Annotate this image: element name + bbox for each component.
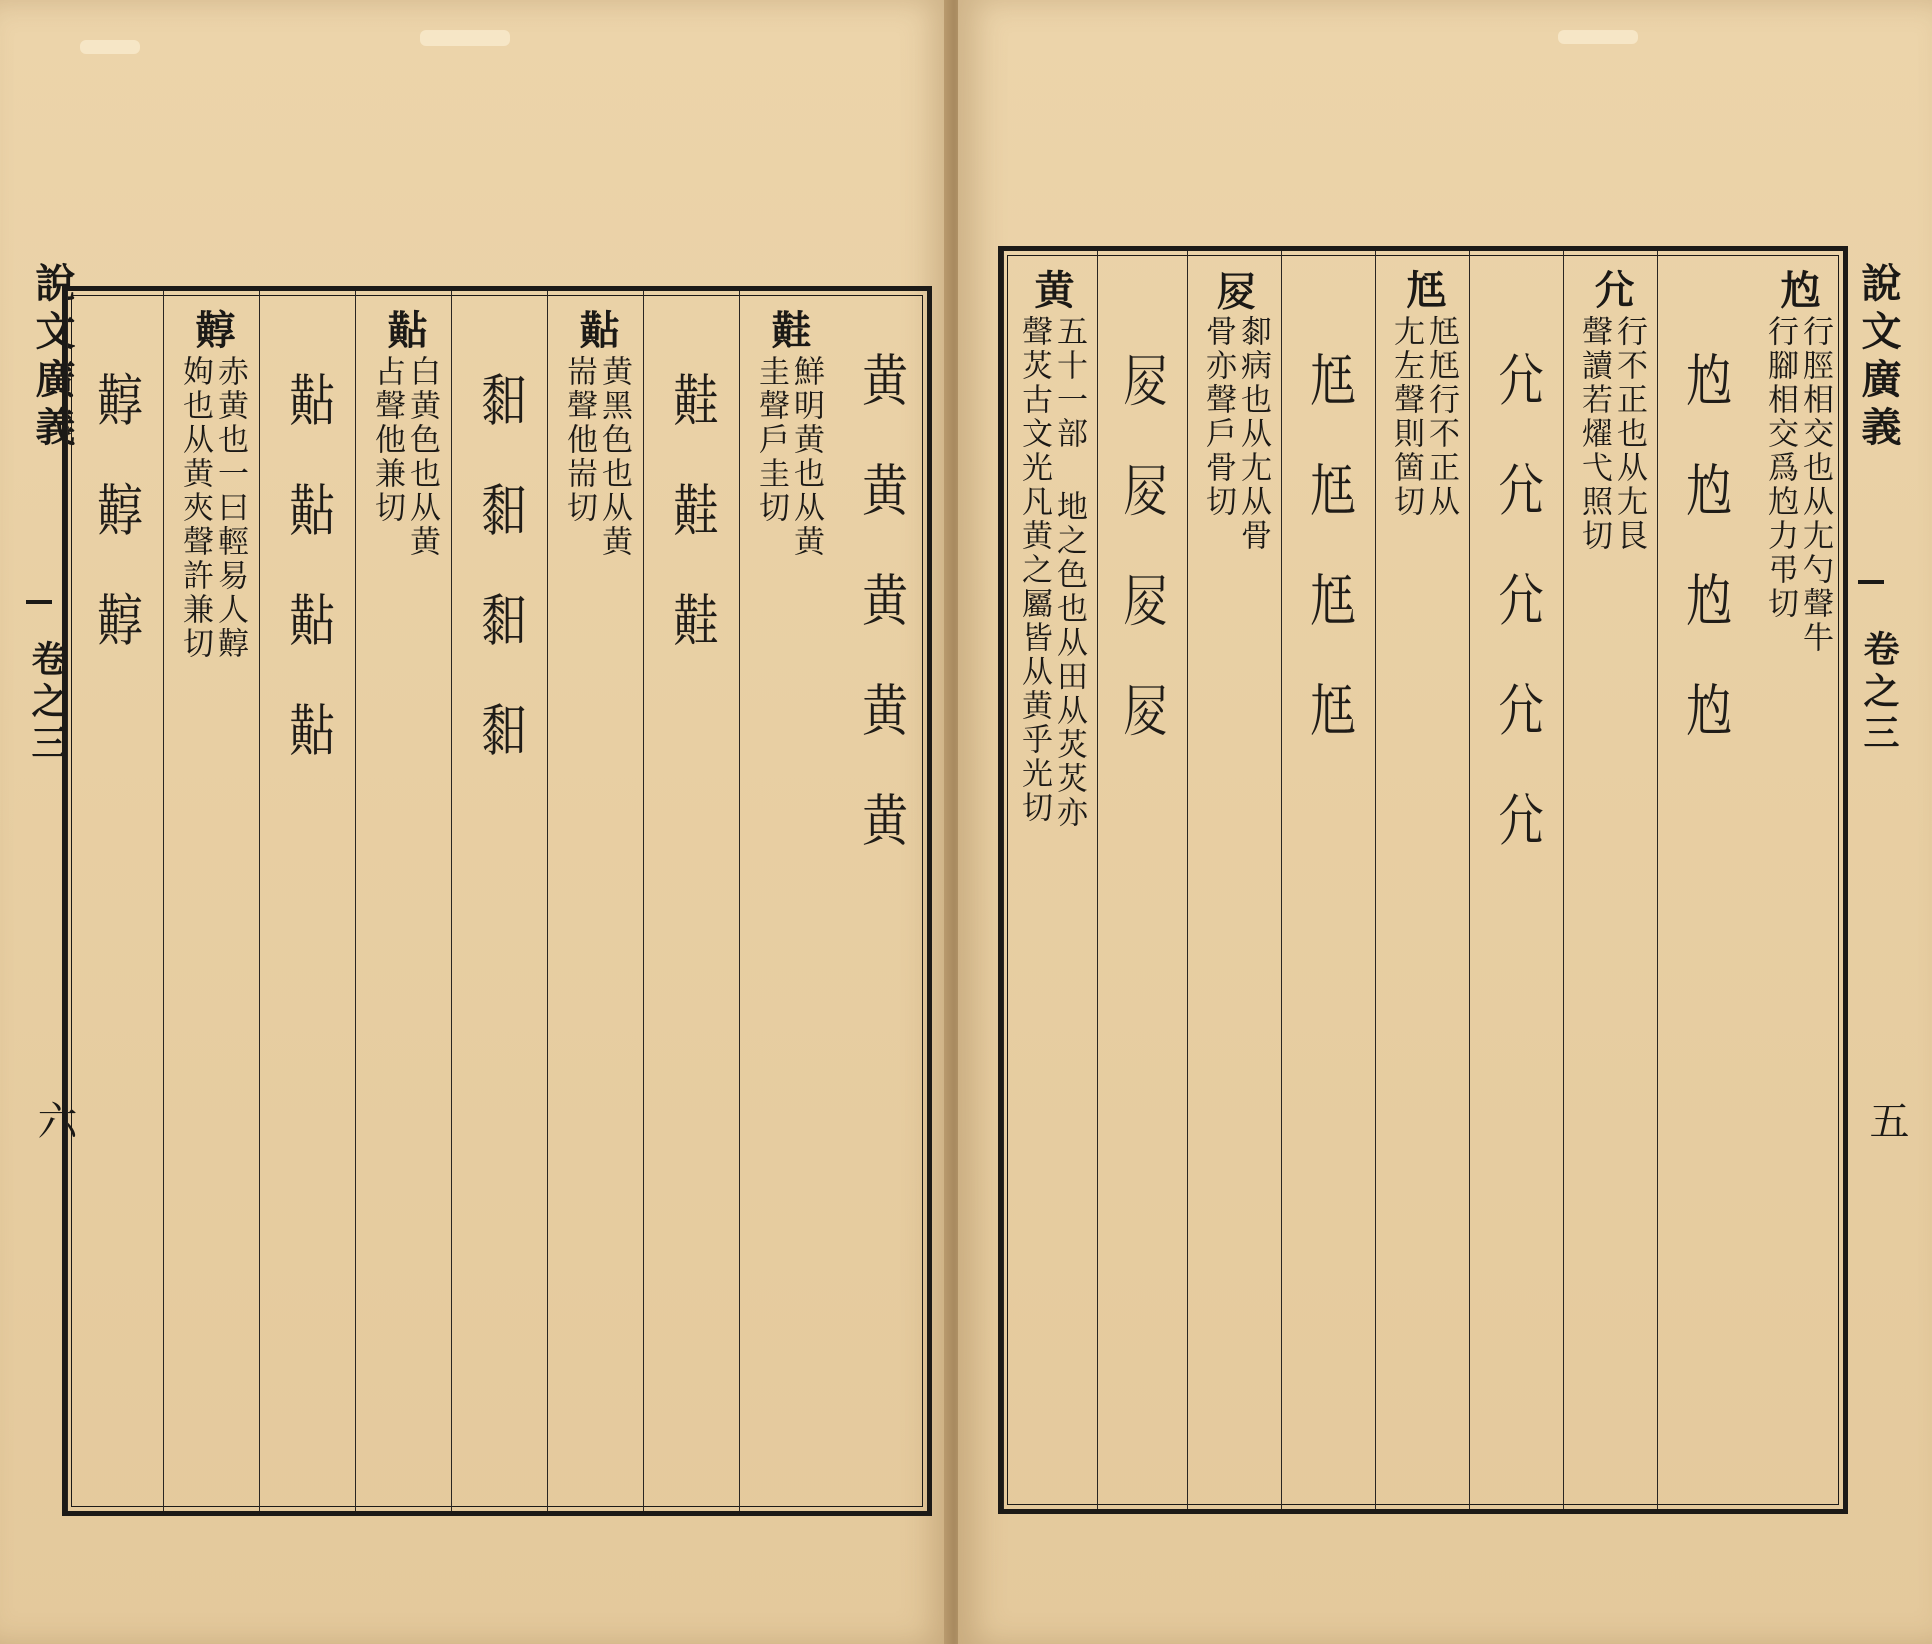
entry-gloss: 五十一部 地之色也从田从炗炗亦 bbox=[1051, 315, 1087, 830]
seal-glyphs: 䵍䵍䵍 bbox=[89, 371, 144, 701]
entry-gloss: 黄黑色也从黄 bbox=[596, 355, 632, 559]
text-column bbox=[355, 291, 452, 1511]
entry-gloss: 赤黄也一曰輕易人䵍 bbox=[212, 355, 248, 661]
wormhole bbox=[420, 30, 510, 46]
entry-gloss: 占聲他兼切 bbox=[369, 355, 405, 525]
text-column bbox=[451, 291, 548, 1511]
entry-head: 䵍 bbox=[189, 309, 236, 349]
entry-gloss: 鮮明黄也从黄 bbox=[788, 355, 824, 559]
entry-gloss: 圭聲戶圭切 bbox=[753, 355, 789, 525]
margin-title: 說文廣義 bbox=[29, 262, 76, 454]
seal-glyphs: 黊黊黊 bbox=[665, 371, 720, 701]
text-column bbox=[1003, 251, 1098, 1509]
entry-gloss: 白黄色也从黄 bbox=[404, 355, 440, 559]
text-column bbox=[643, 291, 740, 1511]
page-number: 六 bbox=[31, 1100, 77, 1140]
wormhole bbox=[80, 40, 140, 54]
seal-glyphs: 尥尥尥尥 bbox=[1678, 351, 1733, 791]
text-column bbox=[163, 291, 260, 1511]
page-number: 五 bbox=[1863, 1100, 1909, 1140]
entry-head: 黇 bbox=[573, 309, 620, 349]
fish-tail-mark bbox=[1858, 580, 1884, 614]
entry-head: 尪 bbox=[1400, 269, 1447, 309]
entry-gloss: 行腳相交爲尥力弔切 bbox=[1762, 315, 1798, 621]
seal-glyphs: 𡯂𡯂𡯂𡯂𡯂 bbox=[1490, 351, 1545, 901]
entry-gloss: 姁也从黄夾聲許兼切 bbox=[177, 355, 213, 661]
entry-gloss: 厀病也从尢从骨 bbox=[1235, 315, 1271, 553]
left-page bbox=[0, 0, 950, 1644]
text-column bbox=[1657, 251, 1752, 1509]
margin-title: 說文廣義 bbox=[1855, 262, 1902, 454]
entry-gloss: 行不正也从尢艮 bbox=[1611, 315, 1647, 553]
text-column bbox=[67, 291, 164, 1511]
entry-gloss: 行脛相交也从尢勺聲牛 bbox=[1797, 315, 1833, 655]
text-column bbox=[739, 291, 836, 1511]
entry-gloss: 骨亦聲戶骨切 bbox=[1200, 315, 1236, 519]
text-column bbox=[259, 291, 356, 1511]
margin-volume: 卷之三 bbox=[1858, 630, 1900, 756]
entry-head: 𡯂 bbox=[1588, 269, 1635, 309]
entry-gloss: 聲讀若燿弋照切 bbox=[1576, 315, 1612, 553]
seal-glyphs: 黇黇黇黇 bbox=[281, 371, 336, 811]
entry-gloss: 耑聲他耑切 bbox=[561, 355, 597, 525]
text-column bbox=[1187, 251, 1282, 1509]
text-column bbox=[1375, 251, 1470, 1509]
seal-glyphs: 尪尪尪尪 bbox=[1302, 351, 1357, 791]
seal-glyphs: 𡰿𡰿𡰿𡰿 bbox=[1116, 351, 1171, 791]
seal-glyphs: 黄黄黄黄黄 bbox=[854, 351, 909, 901]
text-column bbox=[835, 291, 927, 1511]
right-page bbox=[958, 0, 1932, 1644]
wormhole bbox=[1558, 30, 1638, 44]
text-frame bbox=[62, 286, 932, 1516]
text-column bbox=[547, 291, 644, 1511]
fish-tail-mark bbox=[26, 600, 52, 634]
text-frame bbox=[998, 246, 1848, 1514]
text-column bbox=[1469, 251, 1564, 1509]
entry-gloss: 尢左聲則箇切 bbox=[1388, 315, 1424, 519]
entry-head: 黄 bbox=[1028, 269, 1075, 309]
entry-head: 尥 bbox=[1774, 269, 1821, 309]
text-column bbox=[1563, 251, 1658, 1509]
text-column bbox=[1097, 251, 1188, 1509]
text-column bbox=[1751, 251, 1843, 1509]
entry-gloss: 聲炗古文光凡黄之屬皆从黄乎光切 bbox=[1016, 315, 1052, 825]
entry-head: 𡰿 bbox=[1212, 269, 1259, 309]
text-column bbox=[1281, 251, 1376, 1509]
entry-head: 黇 bbox=[381, 309, 428, 349]
entry-head: 黊 bbox=[765, 309, 812, 349]
margin-volume: 卷之三 bbox=[26, 640, 68, 766]
entry-gloss: 尪尪行不正从 bbox=[1423, 315, 1459, 519]
seal-glyphs: 䵒䵒䵒䵒 bbox=[473, 371, 528, 811]
